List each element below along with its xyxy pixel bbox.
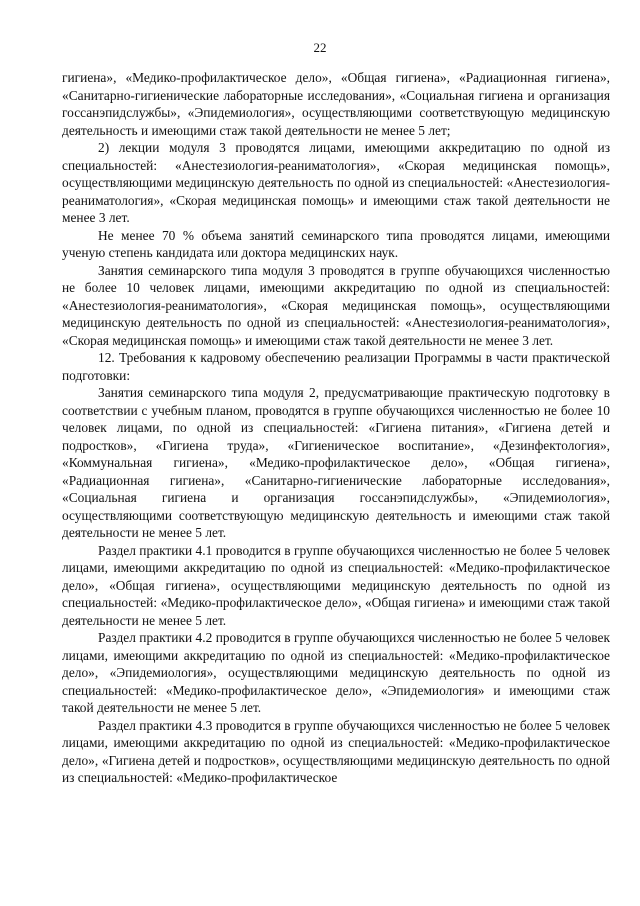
paragraph-lectures-module-3: 2) лекции модуля 3 проводятся лицами, имеющими аккредитацию по одной из специальностей: «Анестезиология-реаниматология», «Скорая медицинская помощь», осуществляющими медицинскую деятельность по одной из специальностей: «Анестезиология-реаниматология», «Скорая медицинская помощь» и имеющими стаж такой деятельности не менее 3 лет. [62, 140, 610, 225]
section-heading-12: 12. Требования к кадровому обеспечению реализации Программы в части практической подготовки: [62, 350, 610, 383]
paragraph-continuation: гигиена», «Медико-профилактическое дело», «Общая гигиена», «Радиационная гигиена», «Санитарно-гигиенические лабораторные исследования», «Социальная гигиена и организация госсанэпидслужбы», «Эпидемиология», осуществляющими соответствующую медицинскую деятельность и имеющими стаж такой деятельности не менее 5 лет; [62, 70, 610, 138]
paragraph-practice-4-3: Раздел практики 4.3 проводится в группе обучающихся численностью не более 5 человек лицами, имеющими аккредитацию по одной из специальностей: «Медико-профилактическое дело», «Гигиена детей и подростков», осуществляющими медицинскую деятельность по одной из специальностей: «Медико-профилактическое [62, 717, 610, 785]
paragraph-degree-requirement: Не менее 70 % объема занятий семинарского типа проводятся лицами, имеющими ученую степень кандидата или доктора медицинских наук. [62, 227, 610, 260]
paragraph-seminars-module-2: Занятия семинарского типа модуля 2, предусматривающие практическую подготовку в соответствии с учебным планом, проводятся в группе обучающихся численностью не более 10 человек лицами, по одной из специальностей: «Гигиена питания», «Гигиена детей и подростков», «Гигиена труда», «Гигиеническое воспитание», «Дезинфектология», «Коммунальная гигиена», «Медико-профилактическое дело», «Общая гигиена», «Радиационная гигиена», «Санитарно-гигиенические лабораторные исследования», «Социальная гигиена и организация госсанэпидслужбы», «Эпидемиология», осуществляющими соответствующую медицинскую деятельность и имеющими стаж такой деятельности не менее 5 лет. [62, 385, 610, 540]
paragraph-seminars-module-3: Занятия семинарского типа модуля 3 проводятся в группе обучающихся численностью не более 10 человек лицами, имеющими аккредитацию по одной из специальностей: «Анестезиология-реаниматология», «Скорая медицинская помощь», осуществляющими медицинскую деятельность по одной из специальностей: «Анестезиология-реаниматология», «Скорая медицинская помощь» и имеющими стаж такой деятельности не менее 3 лет. [62, 262, 610, 348]
page-number: 22 [313, 40, 327, 55]
paragraph-practice-4-2: Раздел практики 4.2 проводится в группе обучающихся численностью не более 5 человек лицами, имеющими аккредитацию по одной из специальностей: «Медико-профилактическое дело», «Эпидемиология», осуществляющими медицинскую деятельность по одной из специальностей: «Медико-профилактическое дело», «Эпидемиология» и имеющими стаж такой деятельности не менее 5 лет. [62, 630, 610, 715]
paragraph-practice-4-1: Раздел практики 4.1 проводится в группе обучающихся численностью не более 5 человек лицами, имеющими аккредитацию по одной из специальностей: «Медико-профилактическое дело», «Общая гигиена», осуществляющими медицинскую деятельность по одной из специальностей: «Медико-профилактическое дело», «Общая гигиена» и имеющими стаж такой деятельности не менее 5 лет. [62, 542, 610, 628]
document-body [62, 69, 610, 787]
